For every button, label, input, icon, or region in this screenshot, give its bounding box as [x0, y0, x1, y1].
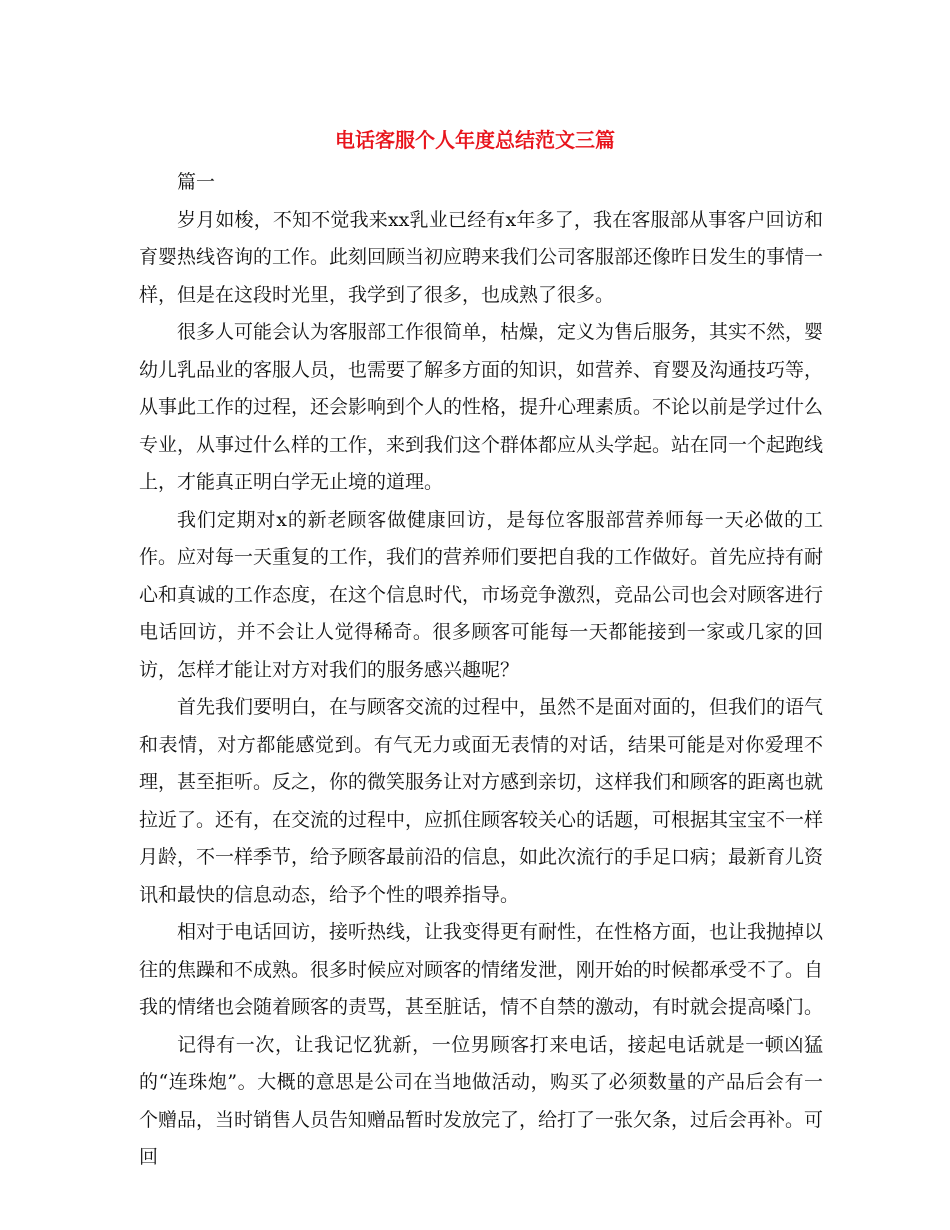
paragraph-3: 我们定期对x的新老顾客做健康回访，是每位客服部营养师每一天必做的工作。应对每一天重复的工作，我们的营养师们要把自我的工作做好。首先应持有耐心和真诚的工作态度，在这个信息时代，市场竞争激烈，竞品公司也会对顾客进行电话回访，并不会让人觉得稀奇。很多顾客可能每一天都能接到一家或几家的回访，怎样才能让对方对我们的服务感兴趣呢？ — [139, 508, 824, 681]
paragraph-6: 记得有一次，让我记忆犹新，一位男顾客打来电话，接起电话就是一顿凶猛的“连珠炮”。大概的意思是公司在当地做活动，购买了必须数量的产品后会有一个赠品，当时销售人员告知赠品暂时发放完了，给打了一张欠条，过后会再补。可回 — [139, 1033, 824, 1168]
paragraph-4: 首先我们要明白，在与顾客交流的过程中，虽然不是面对面的，但我们的语气和表情，对方都能感觉到。有气无力或面无表情的对话，结果可能是对你爱理不理，甚至拒听。反之，你的微笑服务让对方感到亲切，这样我们和顾客的距离也就拉近了。还有，在交流的过程中，应抓住顾客较关心的话题，可根据其宝宝不一样月龄，不一样季节，给予顾客最前沿的信息，如此次流行的手足口病；最新育儿资讯和最快的信息动态，给予个性的喂养指导。 — [139, 696, 824, 906]
document-title: 电话客服个人年度总结范文三篇 — [335, 128, 615, 152]
document-body — [139, 164, 823, 1177]
section-label: 篇一 — [177, 171, 216, 193]
paragraph-1: 岁月如梭，不知不觉我来xx乳业已经有x年多了，我在客服部从事客户回访和育婴热线咨询的工作。此刻回顾当初应聘来我们公司客服部还像昨日发生的事情一样，但是在这段时光里，我学到了很多，也成熟了很多。 — [139, 208, 824, 306]
paragraph-5: 相对于电话回访，接听热线，让我变得更有耐性，在性格方面，也让我抛掉以往的焦躁和不成熟。很多时候应对顾客的情绪发泄，刚开始的时候都承受不了。自我的情绪也会随着顾客的责骂，甚至脏话，情不自禁的激动，有时就会提高嗓门。 — [139, 921, 824, 1018]
paragraph-2: 很多人可能会认为客服部工作很简单，枯燥，定义为售后服务，其实不然，婴幼儿乳品业的客服人员，也需要了解多方面的知识，如营养、育婴及沟通技巧等，从事此工作的过程，还会影响到个人的性格，提升心理素质。不论以前是学过什么专业，从事过什么样的工作，来到我们这个群体都应从头学起。站在同一个起跑线上，才能真正明白学无止境的道理。 — [139, 321, 824, 493]
